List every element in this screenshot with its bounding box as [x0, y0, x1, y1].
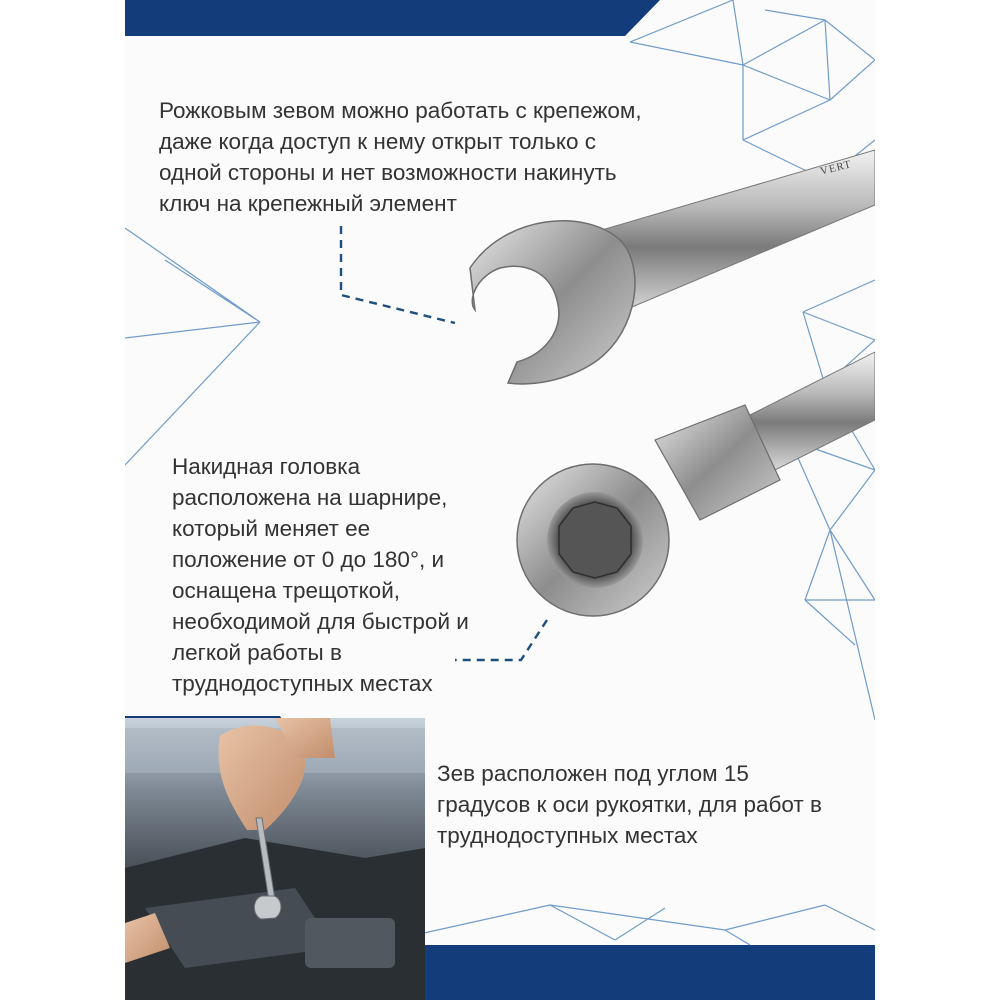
caption-open-end: Рожковым зевом можно работать с крепежом, даже когда доступ к нему открыт только с одной стороны и нет возможности накинуть ключ на крепежный элемент — [159, 98, 642, 216]
caption-angle: Зев расположен под углом 15 градусов к оси рукоятки, для работ в труднодоступных местах — [437, 761, 822, 848]
wrench-ratchet-head — [517, 352, 875, 616]
brand-mark: VERT — [819, 158, 854, 178]
caption-ratchet-head: Накидная головка расположена на шарнире, который меняет ее положение от 0 до 180°, и оснащена трещоткой, необходимой для быстрой и легкой работы в труднодоступных местах — [172, 454, 469, 696]
product-card — [125, 0, 875, 1000]
mechanic-photo — [125, 718, 425, 1000]
